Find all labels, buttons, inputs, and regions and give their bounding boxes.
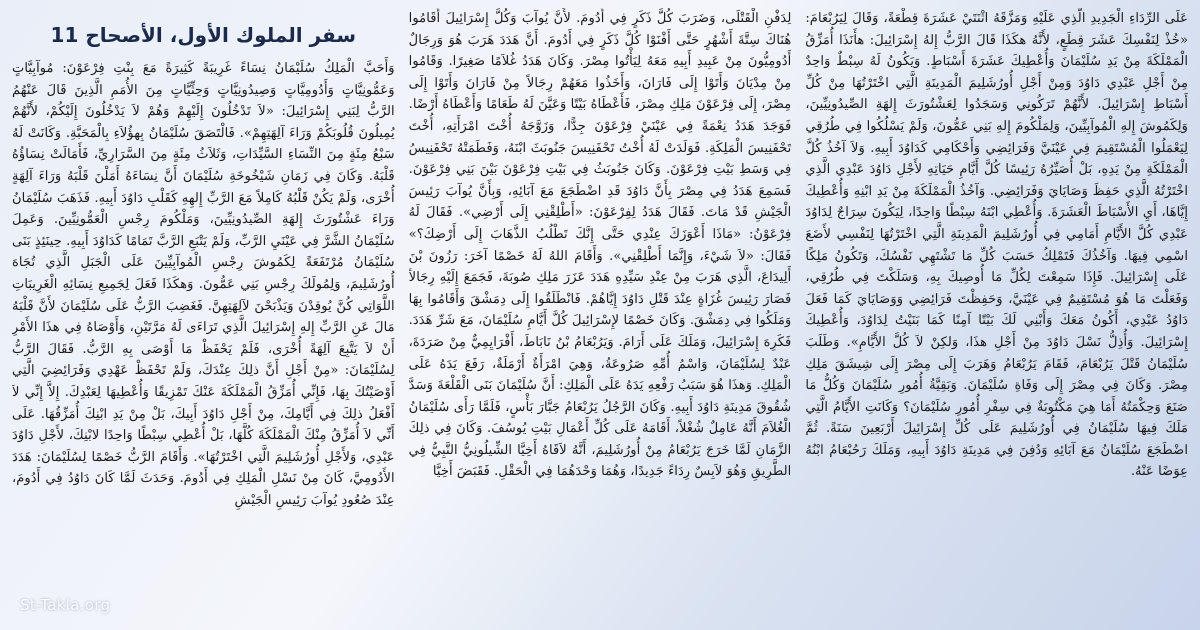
chapter-text-part-1: وَأَحَبَّ الْمَلِكُ سُلَيْمَانُ نِسَاءً غَرِيبَةً كَثِيرَةً مَعَ بِنْتِ فِرْعَوْنَ: مُوآبِيَّاتٍ وَعَمُّونِيَّاتٍ وَأَدُومِيَّاتٍ وَصِيدُونِيَّاتٍ وَحِثِّيَّاتٍ مِنَ الأُمَمِ الَّذِينَ قَالَ عَنْهُمُ الرَّبُّ لِبَنِي إِسْرَائِيلَ: «لاَ تَدْخُلُونَ إِلَيْهِمْ وَهُمْ لاَ يَدْخُلُونَ إِلَيْكُمْ، لأَنَّهُمْ يُمِيلُونَ قُلُوبَكُمْ وَرَاءَ آلِهَتِهِمْ». فَالْتَصَقَ سُلَيْمَانُ بِهؤُلاَءِ بِالْمَحَبَّةِ. وَكَانَتْ لَهُ سَبْعُ مِئَةٍ مِنَ النِّسَاءِ السَّيِّدَاتِ، وَثَلاَثُ مِئَةٍ مِنَ السَّرَارِيِّ، فَأَمَالَتْ نِسَاؤُهُ قَلْبَهُ. وَكَانَ فِي زَمَانِ شَيْخُوخَةِ سُلَيْمَانَ أَنَّ نِسَاءَهُ أَمَلْنَ قَلْبَهُ وَرَاءَ آلِهَةٍ أُخْرَى، وَلَمْ يَكُنْ قَلْبُهُ كَامِلاً مَعَ الرَّبِّ إِلهِهِ كَقَلْبِ دَاوُدَ أَبِيهِ. فَذَهَبَ سُلَيْمَانُ وَرَاءَ عَشْتُورَثَ إِلهَةِ الصِّيدُونِيِّينَ، وَمَلْكُومَ رِجْسِ الْعَمُّونِيِّينَ. وَعَمِلَ سُلَيْمَانُ الشَّرَّ فِي عَيْنَيِ الرَّبِّ، وَلَمْ يَتْبَعِ الرَّبَّ تَمَامًا كَدَاوُدَ أَبِيهِ. حِينَئِذٍ بَنَى سُلَيْمَانُ مُرْتَفَعَةً لِكَمُوشَ رِجْسِ الْمُوآبِيِّينَ عَلَى الْجَبَلِ الَّذِي تُجَاهَ أُورُشَلِيمَ، وَلِمُولَكَ رِجْسِ بَنِي عَمُّونَ. وَهكَذَا فَعَلَ لِجَمِيعِ نِسَائِهِ الْغَرِيبَاتِ اللَّوَاتِي كُنَّ يُوقِدْنَ وَيَذْبَحْنَ لآلِهَتِهِنَّ. فَغَضِبَ الرَّبُّ عَلَى سُلَيْمَانَ لأَنَّ قَلْبَهُ مَالَ عَنِ الرَّبِّ إِلهِ إِسْرَائِيلَ الَّذِي تَرَاءَى لَهُ مَرَّتَيْنِ، وَأَوْصَاهُ فِي هذَا الأَمْرِ أَنْ لاَ يَتَّبِعَ آلِهَةً أُخْرَى، فَلَمْ يَحْفَظْ مَا أَوْصَى بِهِ الرَّبُّ. فَقَالَ الرَّبُّ لِسُلَيْمَانَ: «مِنْ أَجْلِ أَنَّ ذلِكَ عِنْدَكَ، وَلَمْ تَحْفَظْ عَهْدِي وَفَرَائِضِيَ الَّتِي أَوْصَيْتُكَ بِهَا، فَإِنِّي أُمَزِّقُ الْمَمْلَكَةَ عَنْكَ تَمْزِيقًا وَأُعْطِيهَا لِعَبْدِكَ. إِلاَّ إِنِّي لاَ أَفْعَلُ ذلِكَ فِي أَيَّامِكَ، مِنْ أَجْلِ دَاوُدَ أَبِيكَ، بَلْ مِنْ يَدِ ابْنِكَ أُمَزِّقُهَا. عَلَى أَنِّي لاَ أُمَزِّقُ مِنْكَ الْمَمْلَكَةَ كُلَّهَا، بَلْ أُعْطِي سِبْطًا وَاحِدًا لابْنِكَ، لأَجْلِ دَاوُدَ عَبْدِي، وَلأَجْلِ أُورُشَلِيمَ الَّتِي اخْتَرْتُهَا». وَأَقَامَ الرَّبُّ خَصْمًا لِسُلَيْمَانَ: هَدَدَ الأَدُومِيَّ، كَانَ مِنْ نَسْلِ الْمَلِكِ فِي أَدُومَ. وَحَدَثَ لَمَّا كَانَ دَاوُدُ فِي أَدُومَ، عِنْدَ صُعُودِ يُوآبَ رَئِيسِ الْجَيْشِ	[12, 61, 395, 508]
text-column-left	[805, 8, 1188, 622]
text-column-middle	[409, 8, 792, 622]
chapter-text-part-3: عَلَى الرِّدَاءِ الْجَدِيدِ الَّذِي عَلَيْهِ وَمَزَّقَهُ اثْنَتَيْ عَشَرَةَ قِطْعَةً، وَقَالَ لِيَرُبْعَامَ: «خُذْ لِنَفْسِكَ عَشَرَ قِطَعٍ، لأَنَّهُ هكَذَا قَالَ الرَّبُّ إِلهُ إِسْرَائِيلَ: هأَنَذَا أُمَزِّقُ الْمَمْلَكَةَ مِنْ يَدِ سُلَيْمَانَ وَأُعْطِيكَ عَشَرَةَ أَسْبَاطٍ. وَيَكُونُ لَهُ سِبْطٌ وَاحِدٌ مِنْ أَجْلِ عَبْدِي دَاوُدَ وَمِنْ أَجْلِ أُورُشَلِيمَ الْمَدِينَةِ الَّتِي اخْتَرْتُهَا مِنْ كُلِّ أَسْبَاطِ إِسْرَائِيلَ. لأَنَّهُمْ تَرَكُونِي وَسَجَدُوا لِعَشْتُورَثَ إِلهَةِ الصِّيدُونِيِّينَ، وَلِكَمُوشَ إِلهِ الْمُوآبِيِّينَ، وَلِمَلْكُومَ إِلهِ بَنِي عَمُّونَ، وَلَمْ يَسْلُكُوا فِي طُرُقِي لِيَعْمَلُوا الْمُسْتَقِيمَ فِي عَيْنَيَّ وَفَرَائِضِي وَأَحْكَامِي كَدَاوُدَ أَبِيهِ. وَلاَ آخُذُ كُلَّ الْمَمْلَكَةِ مِنْ يَدِهِ، بَلْ أُصَيِّرُهُ رَئِيسًا كُلَّ أَيَّامِ حَيَاتِهِ لأَجْلِ دَاوُدَ عَبْدِي الَّذِي اخْتَرْتُهُ الَّذِي حَفِظَ وَصَايَايَ وَفَرَائِضِي. وَآخُذُ الْمَمْلَكَةَ مِنْ يَدِ ابْنِهِ وَأُعْطِيكَ إِيَّاهَا، أَيِ الأَسْبَاطَ الْعَشَرَةَ. وَأُعْطِي ابْنَهُ سِبْطًا وَاحِدًا، لِيَكُونَ سِرَاجٌ لِدَاوُدَ عَبْدِي كُلَّ الأَيَّامِ أَمَامِي فِي أُورُشَلِيمَ الْمَدِينَةِ الَّتِي اخْتَرْتُهَا لِنَفْسِي لأَضَعَ اسْمِي فِيهَا. وَآخُذُكَ فَتَمْلِكُ حَسَبَ كُلِّ مَا تَشْتَهِي نَفْسُكَ، وَتَكُونُ مَلِكًا عَلَى إِسْرَائِيلَ. فَإِذَا سَمِعْتَ لِكُلِّ مَا أُوصِيكَ بِهِ، وَسَلَكْتَ فِي طُرُقِي، وَفَعَلْتَ مَا هُوَ مُسْتَقِيمٌ فِي عَيْنَيَّ، وَحَفِظْتَ فَرَائِضِي وَوَصَايَايَ كَمَا فَعَلَ دَاوُدُ عَبْدِي، أَكُونُ مَعَكَ وَأَبْنِي لَكَ بَيْتًا آمِنًا كَمَا بَنَيْتُ لِدَاوُدَ، وَأُعْطِيكَ إِسْرَائِيلَ. وَأُذِلُّ نَسْلَ دَاوُدَ مِنْ أَجْلِ هذَا، وَلكِنْ لاَ كُلَّ الأَيَّامِ». وَطَلَبَ سُلَيْمَانُ قَتْلَ يَرُبْعَامَ، فَقَامَ يَرُبْعَامُ وَهَرَبَ إِلَى مِصْرَ إِلَى شِيشَقَ مَلِكِ مِصْرَ. وَكَانَ فِي مِصْرَ إِلَى وَفَاةِ سُلَيْمَانَ. وَبَقِيَّةُ أُمُورِ سُلَيْمَانَ وَكُلُّ مَا صَنَعَ وَحِكْمَتُهُ أَمَا هِيَ مَكْتُوبَةٌ فِي سِفْرِ أُمُورِ سُلَيْمَانَ؟ وَكَانَتِ الأَيَّامُ الَّتِي مَلَكَ فِيهَا سُلَيْمَانُ فِي أُورُشَلِيمَ عَلَى كُلِّ إِسْرَائِيلَ أَرْبَعِينَ سَنَةً. ثُمَّ اضْطَجَعَ سُلَيْمَانُ مَعَ آبَائِهِ وَدُفِنَ فِي مَدِينَةِ دَاوُدَ أَبِيهِ، وَمَلَكَ رَحُبْعَامُ ابْنُهُ عِوَضًا عَنْهُ.	[805, 11, 1189, 480]
bible-chapter-page	[12, 8, 1188, 622]
text-column-right	[12, 8, 395, 622]
chapter-text-part-2: لِدَفْنِ الْقَتْلَى، وَضَرَبَ كُلَّ ذَكَرٍ فِي أَدُومَ. لأَنَّ يُوآبَ وَكُلَّ إِسْرَائِيلَ أَقَامُوا هُنَاكَ سِتَّةَ أَشْهُرٍ حَتَّى أَفْنَوْا كُلَّ ذَكَرٍ فِي أَدُومَ. أَنَّ هَدَدَ هَرَبَ هُوَ وَرِجَالٌ أَدُومِيُّونَ مِنْ عَبِيدِ أَبِيهِ مَعَهُ لِيَأْتُوا مِصْرَ. وَكَانَ هَدَدُ غُلاَمًا صَغِيرًا. وَقَامُوا مِنْ مِدْيَانَ وَأَتَوْا إِلَى فَارَانَ، وَأَخَذُوا مَعَهُمْ رِجَالاً مِنْ فَارَانَ وَأَتَوْا إِلَى مِصْرَ، إِلَى فِرْعَوْنَ مَلِكِ مِصْرَ، فَأَعْطَاهُ بَيْتًا وَعَيَّنَ لَهُ طَعَامًا وَأَعْطَاهُ أَرْضًا. فَوَجَدَ هَدَدُ نِعْمَةً فِي عَيْنَيْ فِرْعَوْنَ جِدًّا، وَزَوَّجَهُ أُخْتَ امْرَأَتِهِ، أُخْتَ تَحْفَنِيسَ الْمَلِكَةِ. فَوَلَدَتْ لَهُ أُخْتُ تَحْفَنِيسَ جَنُوبَثَ ابْنَهُ، وَفَطَمَتْهُ تَحْفَنِيسُ فِي وَسَطِ بَيْتِ فِرْعَوْنَ. وَكَانَ جَنُوبَثُ فِي بَيْتِ فِرْعَوْنَ بَيْنَ بَنِي فِرْعَوْنَ. فَسَمِعَ هَدَدُ فِي مِصْرَ بِأَنَّ دَاوُدَ قَدِ اضْطَجَعَ مَعَ آبَائِهِ، وَبِأَنَّ يُوآبَ رَئِيسَ الْجَيْشِ قَدْ مَاتَ. فَقَالَ هَدَدُ لِفِرْعَوْنَ: «أَطْلِقْنِي إِلَى أَرْضِي». فَقَالَ لَهُ فِرْعَوْنُ: «مَاذَا أَعْوَزَكَ عِنْدِي حَتَّى إِنَّكَ تَطْلُبُ الذَّهَابَ إِلَى أَرْضِكَ؟» فَقَالَ: «لاَ شَيْءَ، وَإِنَّمَا أَطْلِقْنِي». وَأَقَامَ اللهُ لَهُ خَصْمًا آخَرَ: رَزُونَ بْنَ أَلِيدَاعَ، الَّذِي هَرَبَ مِنْ عِنْدِ سَيِّدِهِ هَدَدَ عَزَرَ مَلِكِ صُوبَةَ، فَجَمَعَ إِلَيْهِ رِجَالاً فَصَارَ رَئِيسَ غُزَاةٍ عِنْدَ قَتْلِ دَاوُدَ إِيَّاهُمْ. فَانْطَلَقُوا إِلَى دِمَشْقَ وَأَقَامُوا بِهَا وَمَلَكُوا فِي دِمَشْقَ. وَكَانَ خَصْمًا لإِسْرَائِيلَ كُلَّ أَيَّامِ سُلَيْمَانَ، مَعَ شَرِّ هَدَدَ. فَكَرِهَ إِسْرَائِيلَ، وَمَلَكَ عَلَى أَرَامَ. وَيَرُبْعَامُ بْنُ نَابَاطَ، أَفْرَايِمِيٌّ مِنْ صَرَدَةَ، عَبْدٌ لِسُلَيْمَانَ، وَاسْمُ أُمِّهِ صَرُوعَةُ، وَهِيَ امْرَأَةٌ أَرْمَلَةٌ، رَفَعَ يَدَهُ عَلَى الْمَلِكِ. وَهذَا هُوَ سَبَبُ رَفْعِهِ يَدَهُ عَلَى الْمَلِكِ: أَنَّ سُلَيْمَانَ بَنَى الْقَلْعَةَ وَسَدَّ شُقُوقَ مَدِينَةِ دَاوُدَ أَبِيهِ. وَكَانَ الرَّجُلُ يَرُبْعَامُ جَبَّارَ بَأْسٍ، فَلَمَّا رَأَى سُلَيْمَانُ الْغُلاَمَ أَنَّهُ عَامِلٌ شُغْلاً، أَقَامَهُ عَلَى كُلِّ أَعْمَالِ بَيْتِ يُوسُفَ. وَكَانَ فِي ذلِكَ الزَّمَانِ لَمَّا خَرَجَ يَرُبْعَامُ مِنْ أُورُشَلِيمَ، أَنَّهُ لاَقَاهُ أَخِيَّا الشِّيلُونِيُّ النَّبِيُّ فِي الطَّرِيقِ وَهُوَ لاَبِسٌ رِدَاءً جَدِيدًا، وَهُمَا وَحْدَهُمَا فِي الْحَقْلِ. فَقَبَضَ أَخِيَّا	[408, 11, 792, 480]
chapter-title: سفر الملوك الأول، الأصحاح 11	[50, 23, 357, 47]
site-watermark: St-Takla.org	[20, 596, 111, 614]
